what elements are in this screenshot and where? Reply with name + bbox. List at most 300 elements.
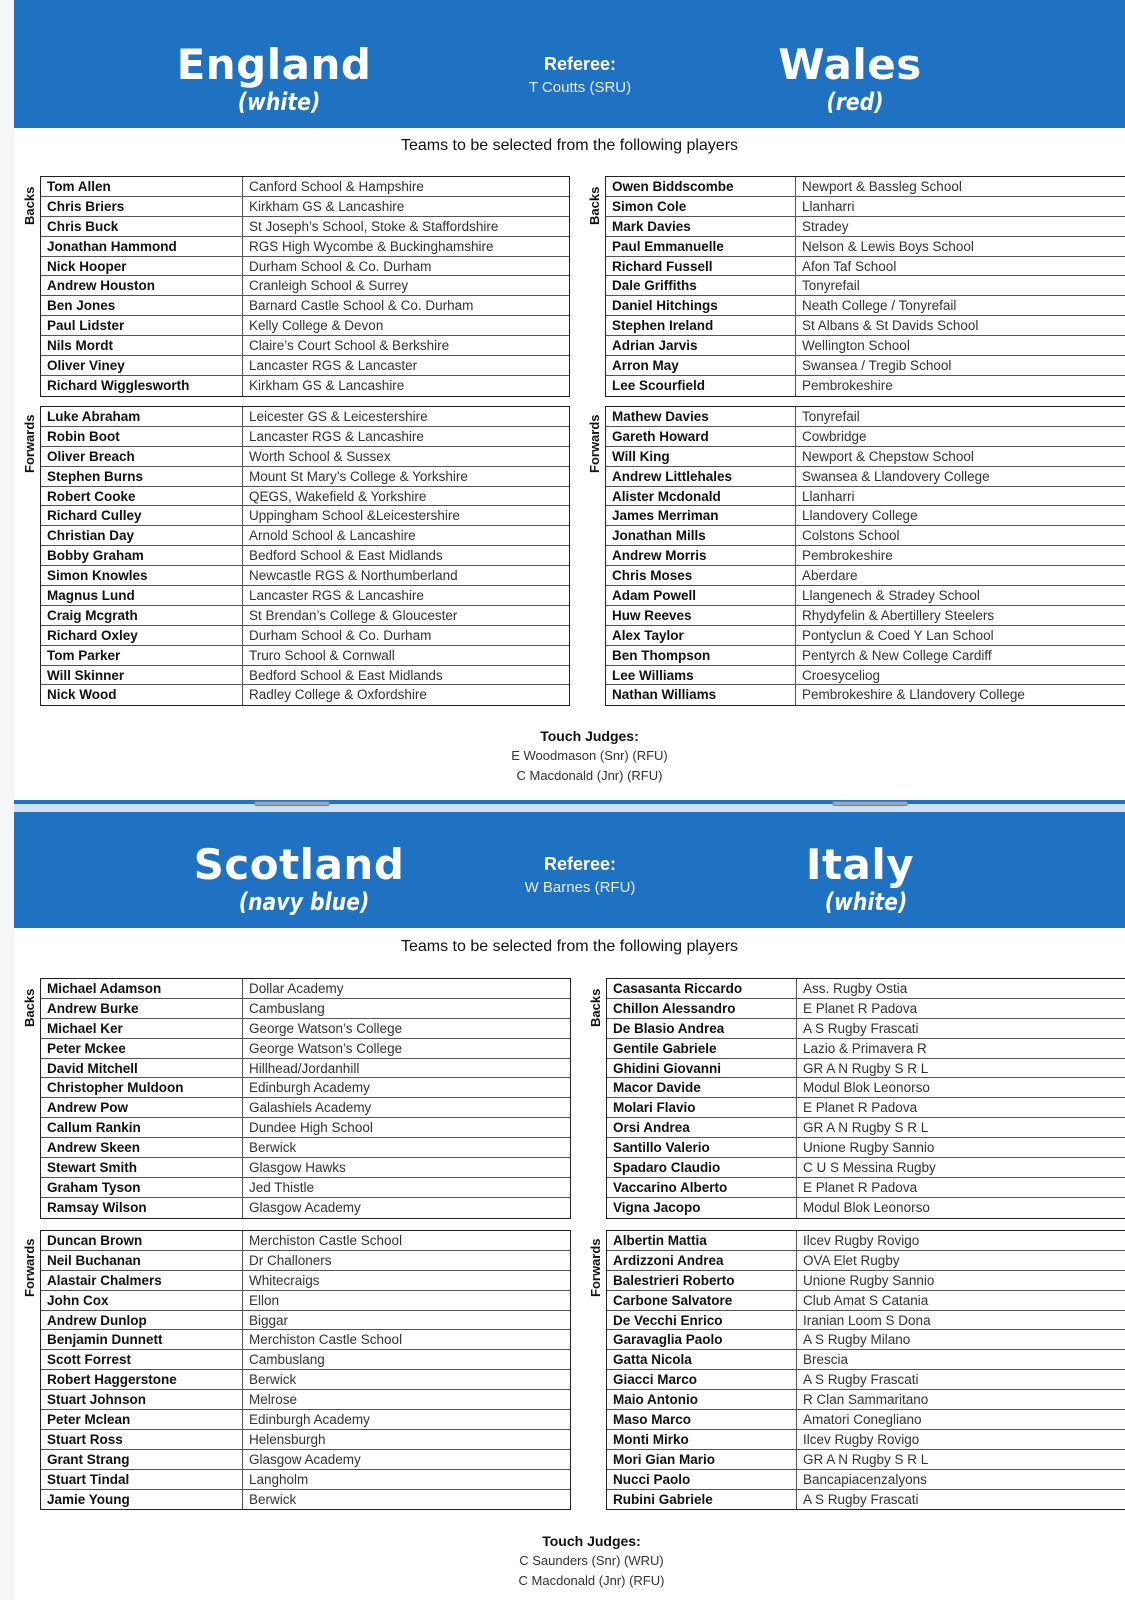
- player-club: Durham School & Co. Durham: [249, 258, 432, 274]
- touch-judge-1: C Saunders (Snr) (WRU): [519, 1553, 664, 1568]
- player-club: Pontyclun & Coed Y Lan School: [802, 627, 994, 643]
- player-club: Tonyrefail: [802, 409, 860, 424]
- player-name: Oliver Viney: [41, 356, 243, 375]
- player-club: Kirkham GS & Lancashire: [249, 198, 405, 214]
- player-club: Newport & Chepstow School: [802, 448, 974, 464]
- player-name: Orsi Andrea: [607, 1118, 797, 1137]
- player-club: Swansea & Llandovery College: [802, 468, 990, 484]
- player-club: Llanharri: [802, 488, 855, 504]
- player-club: Bedford School & East Midlands: [249, 548, 443, 564]
- player-name: Jamie Young: [41, 1490, 243, 1510]
- player-row: [606, 296, 1125, 316]
- player-name: Ben Thompson: [606, 646, 796, 665]
- side-label-backs: Backs: [588, 988, 603, 1028]
- player-club: Mount St Mary’s College & Yorkshire: [249, 468, 468, 484]
- player-name: Andrew Burke: [41, 999, 243, 1018]
- player-name: Neil Buchanan: [41, 1251, 243, 1270]
- player-row: [41, 1158, 570, 1178]
- away-team-name: Italy: [805, 840, 915, 889]
- player-name: Arron May: [606, 356, 796, 375]
- player-row: [607, 1059, 1125, 1079]
- player-row: [607, 1039, 1125, 1059]
- player-club: QEGS, Wakefield & Yorkshire: [249, 488, 427, 504]
- player-club: Canford School & Hampshire: [249, 179, 424, 194]
- player-name: Bobby Graham: [41, 546, 243, 565]
- player-row: [41, 487, 569, 507]
- player-club: Iranian Loom S Dona: [803, 1312, 931, 1328]
- player-name: Christopher Muldoon: [41, 1078, 243, 1097]
- player-club: Neath College / Tonyrefail: [802, 298, 957, 314]
- player-club: Berwick: [249, 1491, 297, 1507]
- player-row: [41, 546, 569, 566]
- player-club: George Watson’s College: [249, 1020, 403, 1036]
- player-club: Lazio & Primavera R: [803, 1040, 927, 1056]
- referee-name: T Coutts (SRU): [528, 79, 632, 96]
- player-club: Lancaster RGS & Lancashire: [249, 588, 424, 604]
- player-row: [41, 407, 569, 427]
- player-name: Ben Jones: [41, 296, 243, 315]
- player-club: Stradey: [802, 218, 849, 234]
- player-row: [41, 237, 569, 257]
- player-name: Andrew Skeen: [41, 1138, 243, 1157]
- player-name: Magnus Lund: [41, 586, 243, 605]
- player-name: Luke Abraham: [41, 407, 243, 426]
- player-name: Spadaro Claudio: [607, 1158, 797, 1177]
- player-name: David Mitchell: [41, 1059, 243, 1078]
- player-row: [607, 1271, 1125, 1291]
- touch-judge-1: E Woodmason (Snr) (RFU): [511, 748, 668, 763]
- touch-judge-2: C Macdonald (Jnr) (RFU): [518, 1573, 665, 1588]
- player-name: Nick Wood: [41, 685, 243, 705]
- player-row: [606, 336, 1125, 356]
- player-name: Oliver Breach: [41, 447, 243, 466]
- home-team-name: England: [176, 40, 372, 89]
- player-name: Robert Haggerstone: [41, 1370, 243, 1389]
- player-row: [41, 566, 569, 586]
- player-club: Tonyrefail: [802, 278, 860, 294]
- player-club: GR A N Rugby S R L: [803, 1060, 929, 1076]
- referee-label: Referee:: [543, 54, 617, 74]
- player-name: Lee Scourfield: [606, 376, 796, 396]
- player-row: [607, 1370, 1125, 1390]
- player-name: Albertin Mattia: [607, 1231, 797, 1250]
- home-team-colour: (white): [237, 88, 321, 116]
- match-scotland-italy: [14, 812, 1125, 1600]
- player-name: Mark Davies: [606, 217, 796, 236]
- player-row: [607, 1138, 1125, 1158]
- player-name: Gatta Nicola: [607, 1350, 797, 1369]
- player-name: Nick Hooper: [41, 257, 243, 276]
- player-row: [607, 1178, 1125, 1198]
- player-row: [41, 979, 570, 999]
- player-club: Cambuslang: [249, 1352, 325, 1368]
- player-club: GR A N Rugby S R L: [803, 1120, 929, 1136]
- player-row: [607, 1078, 1125, 1098]
- player-club: Unione Rugby Sannio: [803, 1140, 935, 1156]
- player-row: [41, 427, 569, 447]
- away-team-colour: (white): [824, 888, 908, 916]
- player-row: [606, 376, 1125, 396]
- player-name: Scott Forrest: [41, 1350, 243, 1369]
- player-row: [41, 1390, 570, 1410]
- player-name: Benjamin Dunnett: [41, 1330, 243, 1349]
- player-club: Glasgow Academy: [249, 1451, 361, 1467]
- player-row: [607, 1158, 1125, 1178]
- player-row: [606, 177, 1125, 197]
- player-row: [41, 356, 569, 376]
- player-row: [41, 1350, 570, 1370]
- player-club: Modul Blok Leonorso: [803, 1080, 930, 1096]
- player-club: Worth School & Sussex: [249, 448, 391, 464]
- player-club: Whitecraigs: [249, 1272, 320, 1288]
- player-club: Afon Taf School: [802, 258, 897, 274]
- player-name: Will King: [606, 447, 796, 466]
- player-row: [41, 626, 569, 646]
- player-club: Berwick: [249, 1140, 297, 1156]
- player-club: Kelly College & Devon: [249, 318, 384, 334]
- player-club: Langholm: [249, 1471, 309, 1487]
- player-row: [606, 217, 1125, 237]
- player-row: [607, 1231, 1125, 1251]
- player-club: Ilcev Rugby Rovigo: [803, 1233, 920, 1248]
- player-row: [607, 1450, 1125, 1470]
- player-name: Andrew Littlehales: [606, 467, 796, 486]
- player-name: Chris Moses: [606, 566, 796, 585]
- player-row: [606, 257, 1125, 277]
- player-row: [606, 197, 1125, 217]
- player-name: Richard Culley: [41, 506, 243, 525]
- player-row: [607, 1470, 1125, 1490]
- player-name: Dale Griffiths: [606, 276, 796, 295]
- player-row: [607, 1430, 1125, 1450]
- player-club: Newcastle RGS & Northumberland: [249, 568, 458, 584]
- player-club: Cambuslang: [249, 1000, 325, 1016]
- player-name: Santillo Valerio: [607, 1138, 797, 1157]
- player-name: Simon Cole: [606, 197, 796, 216]
- player-club: Newport & Bassleg School: [802, 179, 962, 194]
- player-name: Andrew Dunlop: [41, 1311, 243, 1330]
- player-row: [606, 356, 1125, 376]
- home-backs-table: [40, 978, 571, 1219]
- player-row: [607, 1410, 1125, 1430]
- player-row: [607, 1251, 1125, 1271]
- player-name: Owen Biddscombe: [606, 177, 796, 196]
- player-name: Craig Mcgrath: [41, 606, 243, 625]
- player-row: [606, 606, 1125, 626]
- player-club: Biggar: [249, 1312, 289, 1328]
- player-row: [41, 1198, 570, 1218]
- player-name: Michael Ker: [41, 1019, 243, 1038]
- player-club: Helensburgh: [249, 1431, 326, 1447]
- player-club: Arnold School & Lancashire: [249, 528, 416, 544]
- player-name: Paul Emmanuelle: [606, 237, 796, 256]
- player-club: Amatori Conegliano: [803, 1412, 922, 1428]
- player-name: Paul Lidster: [41, 316, 243, 335]
- player-club: Uppingham School &Leicestershire: [249, 508, 460, 524]
- player-name: Huw Reeves: [606, 606, 796, 625]
- player-name: Stewart Smith: [41, 1158, 243, 1177]
- player-name: Balestrieri Roberto: [607, 1271, 797, 1290]
- player-club: Claire’s Court School & Berkshire: [249, 338, 450, 354]
- player-row: [41, 1311, 570, 1331]
- player-row: [41, 685, 569, 705]
- player-name: Carbone Salvatore: [607, 1291, 797, 1310]
- player-club: St Albans & St Davids School: [802, 318, 979, 334]
- player-row: [41, 1138, 570, 1158]
- side-label-backs: Backs: [22, 988, 37, 1028]
- player-row: [41, 1490, 570, 1510]
- player-name: Rubini Gabriele: [607, 1490, 797, 1510]
- player-club: A S Rugby Frascati: [803, 1491, 919, 1507]
- player-name: Mathew Davies: [606, 407, 796, 426]
- referee-label: Referee:: [543, 854, 617, 874]
- player-row: [41, 1178, 570, 1198]
- player-row: [606, 487, 1125, 507]
- player-row: [41, 646, 569, 666]
- player-row: [41, 1330, 570, 1350]
- home-team-colour: (navy blue): [238, 888, 370, 916]
- player-club: E Planet R Padova: [803, 1000, 918, 1016]
- player-club: Pembrokeshire: [802, 548, 893, 564]
- player-name: Stephen Ireland: [606, 316, 796, 335]
- away-backs-table: [605, 176, 1125, 397]
- player-row: [41, 1370, 570, 1390]
- player-club: Colstons School: [802, 528, 900, 544]
- player-club: Dundee High School: [249, 1120, 373, 1136]
- away-team-colour: (red): [826, 88, 884, 116]
- player-row: [41, 1251, 570, 1271]
- player-name: Will Skinner: [41, 666, 243, 685]
- player-name: Robert Cooke: [41, 487, 243, 506]
- player-row: [41, 1450, 570, 1470]
- player-club: E Planet R Padova: [803, 1179, 918, 1195]
- player-row: [41, 276, 569, 296]
- player-row: [607, 1330, 1125, 1350]
- player-row: [607, 1390, 1125, 1410]
- player-row: [606, 316, 1125, 336]
- player-row: [41, 316, 569, 336]
- staple: [832, 801, 908, 806]
- player-name: Maio Antonio: [607, 1390, 797, 1409]
- player-row: [41, 1118, 570, 1138]
- player-row: [41, 1039, 570, 1059]
- player-name: De Blasio Andrea: [607, 1019, 797, 1038]
- player-row: [606, 237, 1125, 257]
- player-name: Duncan Brown: [41, 1231, 243, 1250]
- player-name: Stuart Ross: [41, 1430, 243, 1449]
- player-club: A S Rugby Milano: [803, 1332, 911, 1348]
- player-name: Vigna Jacopo: [607, 1198, 797, 1218]
- away-forwards-table: [606, 1230, 1125, 1510]
- player-club: Leicester GS & Leicestershire: [249, 409, 428, 424]
- player-club: Lancaster RGS & Lancashire: [249, 428, 424, 444]
- player-name: Molari Flavio: [607, 1098, 797, 1117]
- away-forwards-table: [605, 406, 1125, 706]
- player-row: [607, 999, 1125, 1019]
- referee-name: W Barnes (RFU): [524, 879, 636, 896]
- player-row: [41, 467, 569, 487]
- player-club: Club Amat S Catania: [803, 1292, 929, 1308]
- player-name: Mori Gian Mario: [607, 1450, 797, 1469]
- player-row: [606, 586, 1125, 606]
- player-name: Graham Tyson: [41, 1178, 243, 1197]
- player-row: [606, 666, 1125, 686]
- staple: [254, 801, 330, 806]
- player-name: Macor Davide: [607, 1078, 797, 1097]
- player-club: George Watson’s College: [249, 1040, 403, 1056]
- player-name: Nils Mordt: [41, 336, 243, 355]
- player-row: [41, 447, 569, 467]
- player-name: Alex Taylor: [606, 626, 796, 645]
- player-club: Truro School & Cornwall: [249, 647, 395, 663]
- player-club: Ellon: [249, 1292, 280, 1308]
- player-name: Casasanta Riccardo: [607, 979, 797, 998]
- player-club: A S Rugby Frascati: [803, 1020, 919, 1036]
- player-name: Jonathan Mills: [606, 526, 796, 545]
- player-name: Andrew Houston: [41, 276, 243, 295]
- player-club: Edinburgh Academy: [249, 1412, 370, 1428]
- player-name: Garavaglia Paolo: [607, 1330, 797, 1349]
- player-name: Chris Buck: [41, 217, 243, 236]
- player-row: [606, 546, 1125, 566]
- player-row: [41, 217, 569, 237]
- selection-subtitle: Teams to be selected from the following players: [400, 137, 739, 154]
- player-club: Wellington School: [802, 338, 910, 354]
- player-club: Radley College & Oxfordshire: [249, 687, 427, 703]
- player-name: Chris Briers: [41, 197, 243, 216]
- touch-judge-2: C Macdonald (Jnr) (RFU): [516, 768, 663, 783]
- player-row: [41, 336, 569, 356]
- selection-subtitle: Teams to be selected from the following players: [400, 938, 739, 955]
- side-label-forwards: Forwards: [22, 414, 37, 474]
- player-row: [606, 427, 1125, 447]
- page-fold: [14, 800, 1125, 812]
- away-team-name: Wales: [778, 40, 922, 89]
- side-label-backs: Backs: [22, 186, 37, 226]
- player-name: Alister Mcdonald: [606, 487, 796, 506]
- player-club: Glasgow Hawks: [249, 1160, 346, 1176]
- player-row: [606, 526, 1125, 546]
- touch-judges-label: Touch Judges:: [542, 1533, 641, 1549]
- player-club: Nelson & Lewis Boys School: [802, 238, 974, 254]
- player-name: Stephen Burns: [41, 467, 243, 486]
- player-row: [41, 1410, 570, 1430]
- player-name: Richard Oxley: [41, 626, 243, 645]
- player-row: [607, 979, 1125, 999]
- player-club: Unione Rugby Sannio: [803, 1272, 935, 1288]
- player-name: Nucci Paolo: [607, 1470, 797, 1489]
- away-backs-table: [606, 978, 1125, 1219]
- player-name: Robin Boot: [41, 427, 243, 446]
- player-name: Chillon Alessandro: [607, 999, 797, 1018]
- player-row: [606, 506, 1125, 526]
- player-club: St Brendan’s College & Gloucester: [249, 607, 458, 623]
- player-club: Modul Blok Leonorso: [803, 1199, 930, 1215]
- player-row: [41, 1019, 570, 1039]
- player-name: Simon Knowles: [41, 566, 243, 585]
- player-row: [606, 646, 1125, 666]
- player-club: Kirkham GS & Lancashire: [249, 377, 405, 393]
- player-name: Nathan Williams: [606, 685, 796, 705]
- home-backs-table: [40, 176, 570, 397]
- player-club: Hillhead/Jordanhill: [249, 1060, 360, 1076]
- player-club: St Joseph’s School, Stoke & Staffordshire: [249, 218, 499, 234]
- player-name: Ramsay Wilson: [41, 1198, 243, 1218]
- player-row: [41, 606, 569, 626]
- player-name: Christian Day: [41, 526, 243, 545]
- player-club: Pembrokeshire: [802, 377, 893, 393]
- player-name: Ardizzoni Andrea: [607, 1251, 797, 1270]
- player-name: Lee Williams: [606, 666, 796, 685]
- player-club: Jed Thistle: [249, 1179, 315, 1195]
- player-row: [606, 626, 1125, 646]
- player-club: Edinburgh Academy: [249, 1080, 370, 1096]
- player-club: Lancaster RGS & Lancaster: [249, 358, 418, 374]
- player-club: OVA Elet Rugby: [803, 1252, 900, 1268]
- player-name: Jonathan Hammond: [41, 237, 243, 256]
- player-row: [606, 566, 1125, 586]
- player-name: Grant Strang: [41, 1450, 243, 1469]
- side-label-forwards: Forwards: [588, 1238, 603, 1298]
- player-club: E Planet R Padova: [803, 1100, 918, 1116]
- player-club: Llandovery College: [802, 508, 918, 524]
- player-row: [41, 376, 569, 396]
- player-row: [41, 666, 569, 686]
- match-england-wales: [14, 0, 1125, 800]
- player-club: Bancapiacenzalyons: [803, 1471, 927, 1487]
- match-banner: [14, 0, 1125, 128]
- player-name: James Merriman: [606, 506, 796, 525]
- touch-judges-label: Touch Judges:: [540, 728, 639, 744]
- page-margin: [0, 0, 14, 1600]
- player-club: Cowbridge: [802, 428, 867, 444]
- player-club: R Clan Sammaritano: [803, 1392, 929, 1408]
- player-club: RGS High Wycombe & Buckinghamshire: [249, 238, 494, 254]
- side-label-forwards: Forwards: [22, 1238, 37, 1298]
- player-row: [607, 1350, 1125, 1370]
- player-row: [41, 1430, 570, 1450]
- player-row: [41, 586, 569, 606]
- home-forwards-table: [40, 406, 570, 706]
- side-label-forwards: Forwards: [587, 414, 602, 474]
- player-row: [41, 526, 569, 546]
- player-row: [607, 1490, 1125, 1510]
- player-club: Ilcev Rugby Rovigo: [803, 1431, 920, 1447]
- player-name: Andrew Pow: [41, 1098, 243, 1117]
- player-club: Swansea / Tregib School: [802, 358, 952, 374]
- player-name: Tom Parker: [41, 646, 243, 665]
- player-row: [41, 296, 569, 316]
- player-name: Adam Powell: [606, 586, 796, 605]
- player-name: Giacci Marco: [607, 1370, 797, 1389]
- player-club: Dr Challoners: [249, 1252, 332, 1268]
- player-row: [41, 999, 570, 1019]
- player-club: Merchiston Castle School: [249, 1332, 403, 1348]
- player-row: [41, 1470, 570, 1490]
- home-team-name: Scotland: [193, 840, 405, 889]
- player-club: Aberdare: [802, 568, 858, 584]
- player-row: [41, 1271, 570, 1291]
- home-forwards-table: [40, 1230, 571, 1510]
- player-row: [41, 1078, 570, 1098]
- match-banner: [14, 812, 1125, 928]
- player-club: Cranleigh School & Surrey: [249, 278, 409, 294]
- player-name: De Vecchi Enrico: [607, 1311, 797, 1330]
- player-row: [41, 177, 569, 197]
- player-row: [41, 1059, 570, 1079]
- player-club: C U S Messina Rugby: [803, 1160, 936, 1176]
- player-club: Barnard Castle School & Co. Durham: [249, 298, 474, 314]
